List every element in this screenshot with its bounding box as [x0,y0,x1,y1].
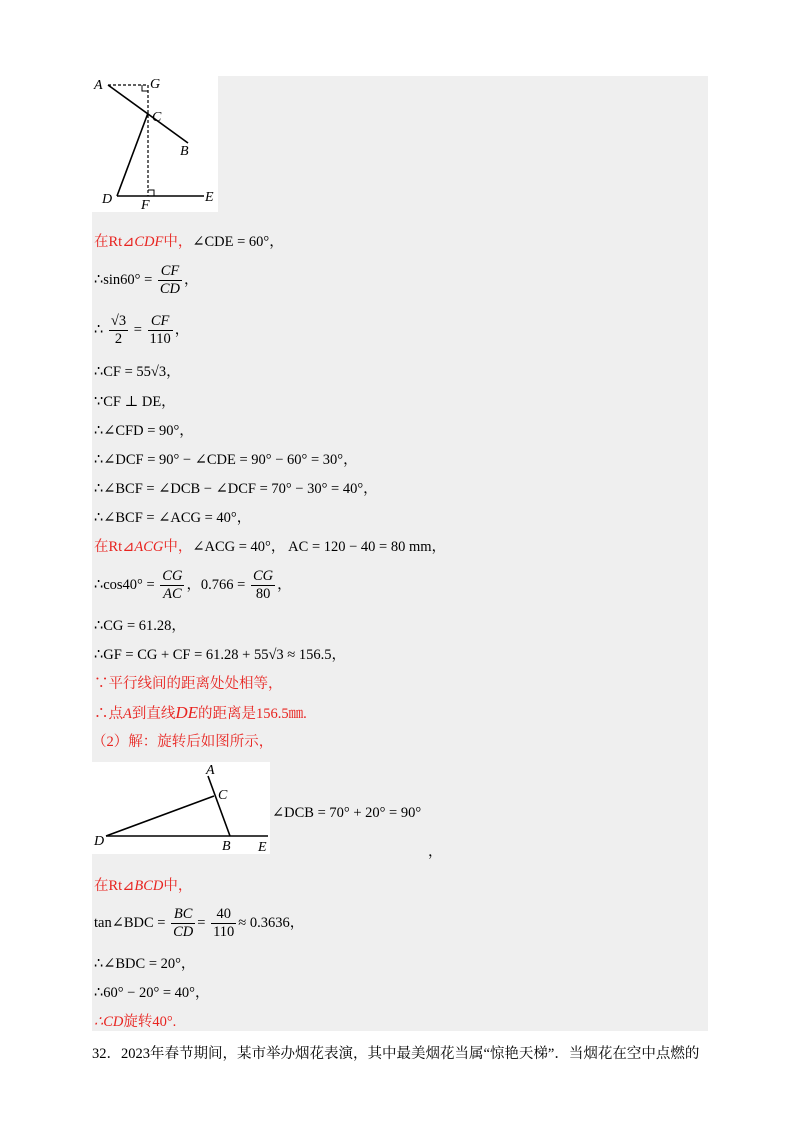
line-19: tan∠BDC = $\frac{BC}{CD}$ = $\frac{40}{110}$ ≈ 0.3636， [94,906,305,940]
line-3: ∴ $\frac{√3}{2}$ = $\frac{CF}{110}$ ， [94,313,190,347]
line-22: ∴CD旋转40°. [94,1014,177,1030]
label-E: E [205,190,214,205]
figure-2 [92,762,270,854]
label-E: E [258,840,267,854]
label-C: C [152,110,162,125]
fraction: $\frac{CG}{AC}$ [162,568,183,602]
line-AB [208,776,230,836]
label-F: F [141,198,150,212]
fraction: $\frac{CG}{80}$ [253,568,274,602]
label-B: B [180,144,189,159]
line-2: ∴sin60° = $\frac{CF}{CD}$ ， [94,263,199,297]
fraction: $\frac{40}{110}$ [213,906,235,940]
line-11: ∴cos40° = $\frac{CG}{AC}$ ，0.766 = $\frac{CG}{80}$ ， [94,568,292,602]
figure-1 [92,76,218,212]
line-21: ∴60° − 20° = 40°， [94,985,210,1001]
label-G: G [150,77,161,92]
line-6: ∴∠CFD = 90°， [94,423,194,439]
line-16: （2）解：旋转后如图所示， [92,734,274,750]
figure-1-diagram [92,76,218,212]
fraction: $\frac{CF}{110}$ [149,313,171,347]
fraction: $\frac{√3}{2}$ [110,313,127,347]
line-15: ∴点A到直线DE的距离是156.5㎜. [94,703,307,722]
line-13: ∴GF = CG + CF = 61.28 + 55√3 ≈ 156.5， [94,647,347,663]
line-17-comma: ， [428,844,443,860]
label-D: D [102,192,113,207]
line-DC [106,796,214,836]
right-angle-G [142,85,148,91]
fraction: $\frac{BC}{CD}$ [173,906,194,940]
figure-2-diagram [92,762,270,854]
line-17: ∠DCB = 70° + 20° = 90° [272,805,422,821]
line-18: 在Rt⊿BCD中， [94,878,193,894]
question-32: 32．2023年春节期间，某市举办烟花表演，其中最美烟花当属“惊艳天梯”．当烟花在空中点燃的 [92,1046,700,1062]
line-7: ∴∠DCF = 90° − ∠CDE = 90° − 60° = 30°， [94,452,358,468]
fraction: $\frac{CF}{CD}$ [159,263,181,297]
label-A: A [206,763,215,778]
label-B: B [222,839,231,854]
line-14: ∵平行线间的距离处处相等， [94,676,283,692]
label-A: A [94,78,103,93]
line-1: 在Rt⊿CDF中，∠CDE = 60°， [94,234,284,250]
line-4: ∴CF = 55√3， [94,364,181,380]
label-C: C [218,788,228,803]
line-CD [117,113,148,196]
line-9: ∴∠BCF = ∠ACG = 40°， [94,510,252,526]
line-20: ∴∠BDC = 20°， [94,956,196,972]
line-8: ∴∠BCF = ∠DCB − ∠DCF = 70° − 30° = 40°， [94,481,378,497]
line-12: ∴CG = 61.28， [94,618,186,634]
line-10: 在Rt⊿ACG中，∠ACG = 40°， AC = 120 − 40 = 80 mm， [94,539,447,555]
line-5: ∵CF ⊥ DE， [94,394,176,410]
label-D: D [94,834,105,849]
right-angle-F [148,190,154,196]
